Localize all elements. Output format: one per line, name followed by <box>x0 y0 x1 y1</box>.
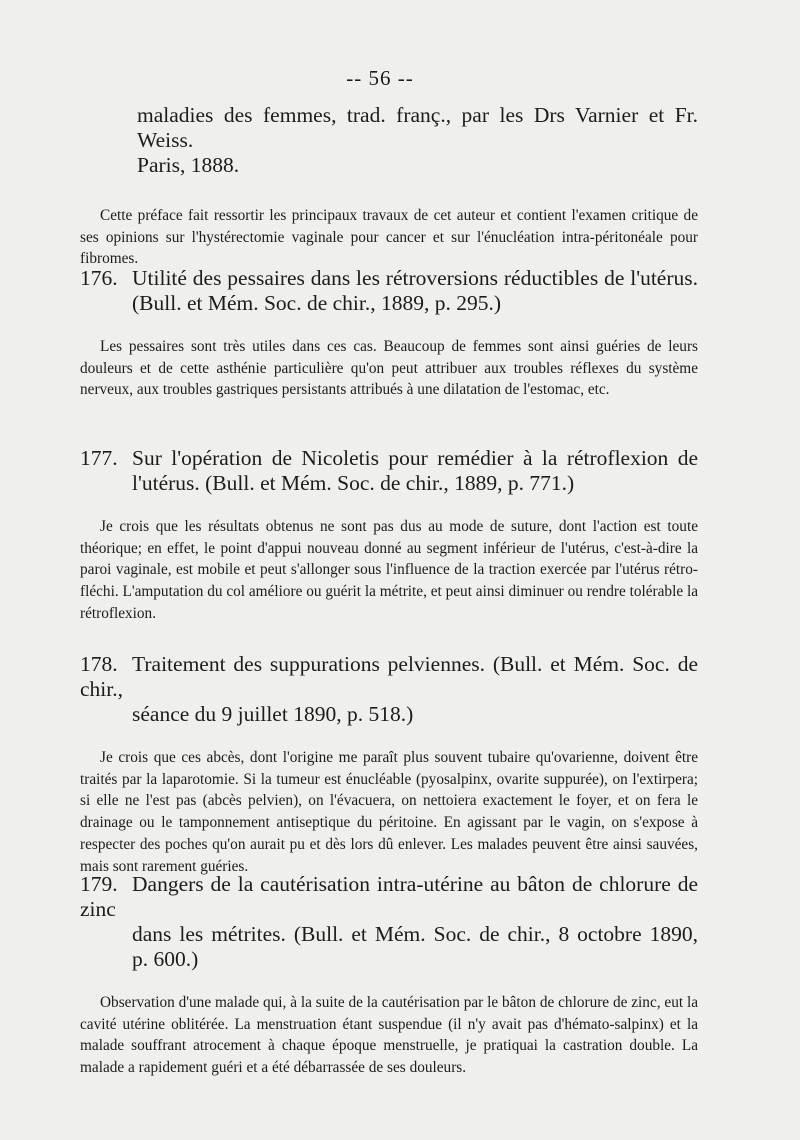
entry-number: 179. <box>80 872 118 896</box>
continuation-title <box>80 103 698 178</box>
continuation-entry <box>80 103 698 270</box>
entry-body: Je crois que les résultats obtenus ne sont pas dus au mode de suture, dont l'action est toute théorique; en effet, le point d'appui nouveau donné au segment inférieur de l'utérus, c'est-à-dire la paroi vaginale, est mobile et peut s'allonger sous l'influence de la traction exercée par l'utérus rétro-fléchi. L'amputation du col améliore ou guérit la métrite, et peut ainsi diminuer ou rendre tolérable la rétroflexion. <box>80 518 698 622</box>
entry-body: Observation d'une malade qui, à la suite de la cautérisation par le bâton de chlorure de zinc, eut la cavité utérine oblitérée. La menstruation étant suspendue (il n'y avait pas d'hémato-salpinx) et la malade souffrant atrocement à chaque époque menstruelle, je pratiquai la castration double. La malade a rapidement guéri et a été débarrassée de ses douleurs. <box>80 994 698 1077</box>
continuation-title-line-1: maladies des femmes, trad. franç., par les Drs Varnier et Fr. Weiss. <box>137 103 698 152</box>
page-number: -- 56 -- <box>346 66 414 90</box>
entry-number: 176. <box>80 266 118 290</box>
entry-177 <box>80 446 698 625</box>
entry-176 <box>80 266 698 401</box>
entry-body: Les pessaires sont très utiles dans ces cas. Beaucoup de femmes sont ainsi guéries de leurs douleurs et de cette asthénie particulière qu'on peut attribuer aux troubles réflexes du système nerveux, aux troubles gastriques persistants attribués à une dilatation de l'estomac, etc. <box>80 338 698 399</box>
entry-number: 177. <box>80 446 118 470</box>
entry-title: 179. Dangers de la cautérisation intra-utérine au bâton de chlorure de zinc dans les métrites. (Bull. et Mém. Soc. de chir., 8 octobre 1890, p. 600.) <box>80 872 698 971</box>
entry-title: 176. Utilité des pessaires dans les rétroversions réductibles de l'utérus. (Bull. et Mém. Soc. de chir., 1889, p. 295.) <box>80 266 698 315</box>
continuation-body: Cette préface fait ressortir les principaux travaux de cet auteur et contient l'examen critique de ses opinions sur l'hystérectomie vaginale pour cancer et sur l'énucléation intra-péritonéale pour fibromes. <box>80 207 698 268</box>
continuation-title-line-2: Paris, 1888. <box>137 153 240 177</box>
entry-179 <box>80 872 698 1079</box>
entry-number: 178. <box>80 652 118 676</box>
entry-178 <box>80 652 698 877</box>
entry-title: 177. Sur l'opération de Nicoletis pour remédier à la rétroflexion de l'utérus. (Bull. et Mém. Soc. de chir., 1889, p. 771.) <box>80 446 698 495</box>
entry-title: 178. Traitement des suppurations pelviennes. (Bull. et Mém. Soc. de chir., séance du 9 juillet 1890, p. 518.) <box>80 652 698 726</box>
entry-body: Je crois que ces abcès, dont l'origine me paraît plus souvent tubaire qu'ovarienne, doivent être traités par la laparotomie. Si la tumeur est énucléable (pyosalpinx, ovarite suppurée), on l'extirpera; si elle ne l'est pas (abcès pelvien), on l'évacuera, on nettoiera exactement le foyer, et on fera le drainage ou le tamponnement antiseptique du péritoine. En agissant par le vagin, on s'expose à respecter des poches qu'on aurait pu et dès lors dû enlever. Les malades peuvent être ainsi sauvées, mais sont rarement guéries. <box>80 749 698 875</box>
